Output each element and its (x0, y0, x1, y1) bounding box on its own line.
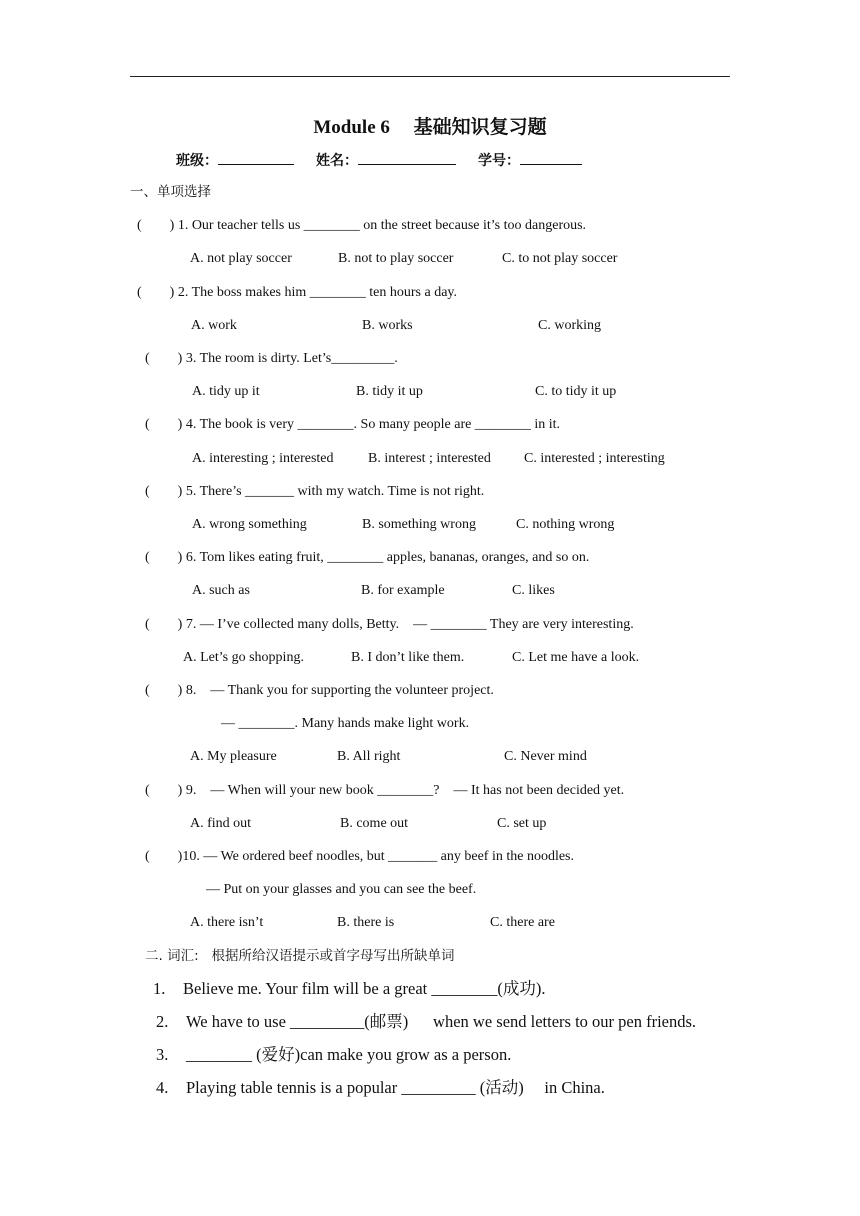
q8-option-b: B. All right (337, 749, 401, 764)
q10-option-b: B. there is (337, 915, 395, 930)
question-8-stem: ( ) 8. — Thank you for supporting the volunteer project. (145, 683, 494, 698)
q6-option-c: C. likes (512, 583, 555, 598)
page-title: Module 6 基础知识复习题 (313, 117, 547, 138)
q7-option-a: A. Let’s go shopping. (183, 650, 304, 665)
question-1-stem: ( ) 1. Our teacher tells us ________ on the street because it’s too dangerous. (137, 218, 587, 233)
q5-option-c: C. nothing wrong (516, 517, 615, 532)
q1-option-a: A. not play soccer (190, 251, 292, 266)
q5-option-b: B. something wrong (362, 517, 476, 532)
question-2-stem: ( ) 2. The boss makes him ________ ten hours a day. (137, 285, 458, 300)
vocab-item-3-number: 3. (156, 1045, 169, 1064)
q9-option-c: C. set up (497, 816, 547, 831)
q8-option-c: C. Never mind (504, 749, 587, 764)
vocab-item-4-number: 4. (156, 1078, 169, 1097)
question-5-stem: ( ) 5. There’s _______ with my watch. Time is not right. (145, 484, 485, 499)
question-9-stem: ( ) 9. — When will your new book ________? — It has not been decided yet. (145, 783, 625, 798)
name-blank[interactable] (358, 150, 456, 165)
vocab-item-2: We have to use _________(邮票) when we send letters to our pen friends. (186, 1012, 697, 1031)
question-10-stem: ( )10. — We ordered beef noodles, but _______ any beef in the noodles. (145, 849, 575, 864)
vocab-item-1-number: 1. (153, 979, 166, 998)
q3-option-c: C. to tidy it up (535, 384, 617, 399)
class-label: 班级： (176, 153, 218, 169)
q2-option-a: A. work (191, 318, 237, 333)
question-3-stem: ( ) 3. The room is dirty. Let’s_________. (145, 351, 398, 366)
name-label: 姓名： (316, 153, 358, 169)
id-blank[interactable] (520, 150, 582, 165)
class-blank[interactable] (218, 150, 294, 165)
header-rule (130, 76, 730, 77)
q6-option-a: A. such as (192, 583, 250, 598)
q3-option-a: A. tidy up it (192, 384, 260, 399)
vocab-item-4: Playing table tennis is a popular _________ (活动) in China. (186, 1078, 605, 1097)
section1-title: 一、单项选择 (130, 184, 211, 200)
q2-option-c: C. working (538, 318, 601, 333)
q7-option-c: C. Let me have a look. (512, 650, 640, 665)
q9-option-a: A. find out (190, 816, 252, 831)
q2-option-b: B. works (362, 318, 413, 333)
section2-title: 二. 词汇: 根据所给汉语提示或首字母写出所缺单词 (145, 948, 455, 964)
q1-option-c: C. to not play soccer (502, 251, 618, 266)
q5-option-a: A. wrong something (192, 517, 307, 532)
q4-option-c: C. interested ; interesting (524, 451, 665, 466)
q6-option-b: B. for example (361, 583, 445, 598)
question-10-stem-continued: — Put on your glasses and you can see the beef. (206, 882, 477, 897)
q1-option-b: B. not to play soccer (338, 251, 454, 266)
vocab-item-1: Believe me. Your film will be a great ________(成功). (183, 979, 546, 998)
q7-option-b: B. I don’t like them. (351, 650, 465, 665)
question-8-stem-continued: — ________. Many hands make light work. (221, 716, 470, 731)
vocab-item-3: ________ (爱好)can make you grow as a person. (186, 1045, 512, 1064)
question-6-stem: ( ) 6. Tom likes eating fruit, ________ apples, bananas, oranges, and so on. (145, 550, 590, 565)
question-4-stem: ( ) 4. The book is very ________. So many people are ________ in it. (145, 417, 561, 432)
q8-option-a: A. My pleasure (190, 749, 277, 764)
vocab-item-2-number: 2. (156, 1012, 169, 1031)
q9-option-b: B. come out (340, 816, 409, 831)
q4-option-b: B. interest ; interested (368, 451, 491, 466)
q10-option-c: C. there are (490, 915, 555, 930)
id-label: 学号： (478, 153, 520, 169)
q10-option-a: A. there isn’t (190, 915, 264, 930)
question-7-stem: ( ) 7. — I’ve collected many dolls, Betty. — ________ They are very interesting. (145, 617, 634, 632)
q4-option-a: A. interesting ; interested (192, 451, 334, 466)
q3-option-b: B. tidy it up (356, 384, 423, 399)
student-info-row (176, 150, 604, 170)
